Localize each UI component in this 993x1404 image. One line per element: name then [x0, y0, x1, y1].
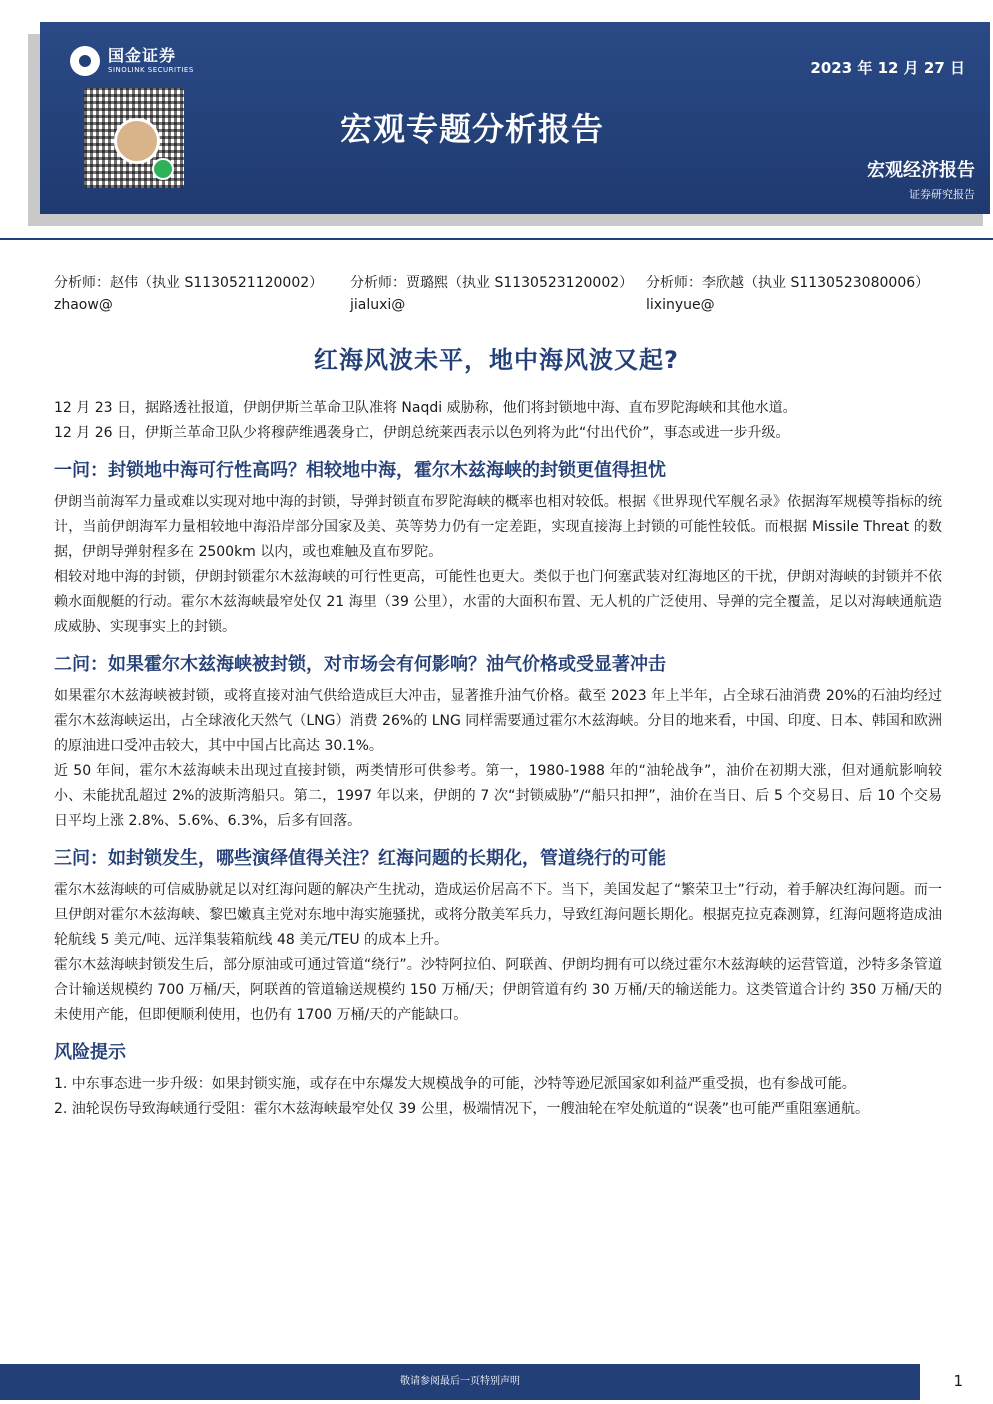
analyst-email[interactable]: jialuxi@	[350, 297, 406, 313]
intro-paragraph: 12 月 26 日，伊斯兰革命卫队少将穆萨维遇袭身亡，伊朗总统莱西表示以色列将为此“付出代价”，事态或进一步升级。	[54, 425, 790, 441]
section-heading: 三问：如封锁发生，哪些演绎值得关注？红海问题的长期化，管道绕行的可能	[54, 848, 666, 869]
qr-code-icon	[84, 88, 184, 188]
section-heading: 一问：封锁地中海可行性高吗？相较地中海，霍尔木兹海峡的封锁更值得担忧	[54, 460, 666, 481]
risk-heading: 风险提示	[54, 1042, 126, 1063]
mini-program-icon	[152, 158, 174, 180]
report-type-title: 宏观专题分析报告	[340, 110, 605, 148]
analyst-credential: 分析师：贾璐熙（执业 S1130523120002）	[350, 275, 634, 291]
page-number: 1	[953, 1372, 963, 1390]
report-subcategory: 证券研究报告	[909, 188, 975, 201]
analyst-credential: 分析师：李欣越（执业 S1130523080006）	[646, 275, 930, 291]
logo-name-en: SINOLINK SECURITIES	[108, 66, 194, 74]
section-paragraph: 伊朗当前海军力量或难以实现对地中海的封锁，导弹封锁直布罗陀海峡的概率也相对较低。根据《世界现代军舰名录》依据海军规模等指标的统计，当前伊朗海军力量相较地中海沿岸部分国家及美、英等势力仍有一定差距，实现直接海上封锁的可能性较低。而根据 Missile Threat 的数据，伊朗导弹射程多在 2500km 以内，或也难触及直布罗陀。	[54, 494, 942, 560]
logo-name-cn: 国金证券	[108, 46, 177, 65]
document-title: 红海风波未平，地中海风波又起?	[314, 346, 679, 374]
logo-mark-icon	[70, 46, 100, 76]
analyst-item	[646, 272, 929, 316]
analyst-item	[54, 272, 323, 316]
footer-disclaimer-note: 敬请参阅最后一页特别声明	[400, 1376, 520, 1387]
section-paragraph: 霍尔木兹海峡封锁发生后，部分原油或可通过管道“绕行”。沙特阿拉伯、阿联酋、伊朗均拥有可以绕过霍尔木兹海峡的运营管道，沙特多条管道合计输送规模约 700 万桶/天，阿联酋的管道输送规模约 150 万桶/天；伊朗管道有约 30 万桶/天的输送能力。这类管道合计约 350 万桶/天的未使用产能，但即便顺利使用，也仍有 1700 万桶/天的产能缺口。	[54, 957, 942, 1023]
report-category: 宏观经济报告	[867, 160, 975, 181]
report-date: 2023 年 12 月 27 日	[810, 59, 965, 77]
section-paragraph: 相较对地中海的封锁，伊朗封锁霍尔木兹海峡的可行性更高，可能性也更大。类似于也门何塞武装对红海地区的干扰，伊朗对海峡的封锁并不依赖水面舰艇的行动。霍尔木兹海峡最窄处仅 21 海里（39 公里），水雷的大面积布置、无人机的广泛使用、导弹的完全覆盖，足以对海峡通航造成威胁、实现事实上的封锁。	[54, 569, 942, 635]
header-divider	[0, 238, 993, 240]
risk-item: 1. 中东事态进一步升级：如果封锁实施，或存在中东爆发大规模战争的可能，沙特等逊尼派国家如利益严重受损，也有参战可能。	[54, 1076, 856, 1092]
section-paragraph: 近 50 年间，霍尔木兹海峡未出现过直接封锁，两类情形可供参考。第一，1980-1988 年的“油轮战争”，油价在初期大涨，但对通航影响较小、未能扰乱超过 2%的波斯湾船只。第二，1997 年以来，伊朗的 7 次“封锁威胁”/“船只扣押”，油价在当日、后 5 个交易日、后 10 个交易日平均上涨 2.8%、5.6%、6.3%，后多有回落。	[54, 763, 942, 829]
risk-item: 2. 油轮误伤导致海峡通行受阻：霍尔木兹海峡最窄处仅 39 公里，极端情况下，一艘油轮在窄处航道的“误袭”也可能严重阻塞通航。	[54, 1101, 870, 1117]
analyst-email[interactable]: lixinyue@	[646, 297, 715, 313]
analyst-credential: 分析师：赵伟（执业 S1130521120002）	[54, 275, 324, 291]
intro-paragraph: 12 月 23 日，据路透社报道，伊朗伊斯兰革命卫队准将 Naqdi 威胁称，他们将封锁地中海、直布罗陀海峡和其他水道。	[54, 400, 797, 416]
section-paragraph: 霍尔木兹海峡的可信威胁就足以对红海问题的解决产生扰动，造成运价居高不下。当下，美国发起了“繁荣卫士”行动，着手解决红海问题。而一旦伊朗对霍尔木兹海峡、黎巴嫩真主党对东地中海实施骚扰，或将分散美军兵力，导致红海问题长期化。根据克拉克森测算，红海问题将造成油轮航线 5 美元/吨、远洋集装箱航线 48 美元/TEU 的成本上升。	[54, 882, 942, 948]
company-logo	[70, 44, 194, 78]
section-heading: 二问：如果霍尔木兹海峡被封锁，对市场会有何影响？油气价格或受显著冲击	[54, 654, 666, 675]
qr-center-logo	[114, 118, 160, 164]
section-paragraph: 如果霍尔木兹海峡被封锁，或将直接对油气供给造成巨大冲击，显著推升油气价格。截至 2023 年上半年，占全球石油消费 20%的石油均经过霍尔木兹海峡运出，占全球液化天然气（LNG）消费 26%的 LNG 同样需要通过霍尔木兹海峡。分目的地来看，中国、印度、日本、韩国和欧洲的原油进口受冲击较大，其中中国占比高达 30.1%。	[54, 688, 942, 754]
analyst-item	[350, 272, 633, 316]
report-body	[54, 396, 942, 1122]
analyst-email[interactable]: zhaow@	[54, 297, 113, 313]
